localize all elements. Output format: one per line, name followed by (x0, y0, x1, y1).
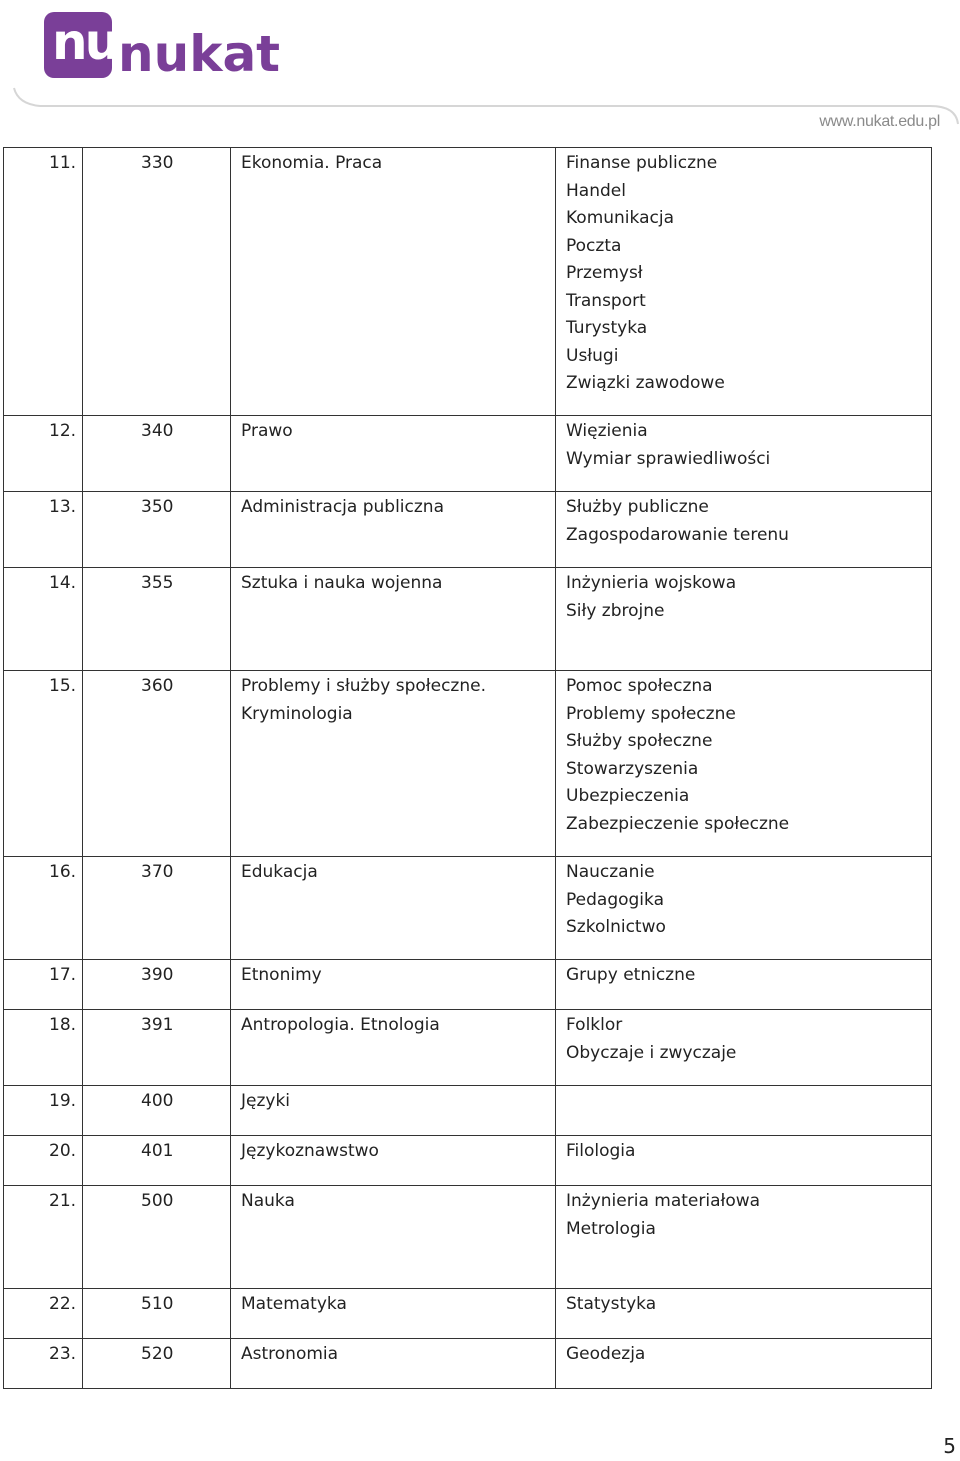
table-row (4, 671, 932, 857)
subject-title-cell (231, 1086, 556, 1136)
related-term: Służby społeczne (566, 731, 713, 751)
related-term: Pomoc społeczna (566, 676, 713, 696)
related-term: Obyczaje i zwyczaje (566, 1042, 737, 1063)
class-code-cell (83, 1289, 231, 1339)
row-number-cell (4, 1010, 83, 1086)
class-code-cell (83, 1136, 231, 1186)
class-code: 340 (141, 421, 174, 441)
subject-title-line: Językoznawstwo (241, 1141, 379, 1161)
related-term: Problemy społeczne (566, 703, 736, 724)
related-term: Filologia (566, 1141, 636, 1161)
subject-title-line: Edukacja (241, 862, 318, 882)
related-terms-cell (556, 1086, 932, 1136)
class-code: 350 (141, 497, 174, 517)
table-row (4, 1136, 932, 1186)
class-code-cell (83, 857, 231, 960)
class-code-cell (83, 960, 231, 1010)
class-code: 360 (141, 676, 174, 696)
related-terms-cell (556, 1289, 932, 1339)
class-code-cell (83, 1010, 231, 1086)
related-term: Stowarzyszenia (566, 758, 699, 779)
row-number: 17. (49, 965, 77, 985)
table-row (4, 492, 932, 568)
row-number: 13. (49, 497, 77, 517)
table-row (4, 568, 932, 671)
row-number: 11. (49, 153, 77, 173)
subject-title-cell (231, 1136, 556, 1186)
row-number: 15. (49, 676, 77, 696)
related-term: Poczta (566, 235, 622, 256)
table-row (4, 857, 932, 960)
class-code: 401 (141, 1141, 174, 1161)
related-terms-cell (556, 1186, 932, 1289)
row-number: 23. (49, 1344, 77, 1364)
row-number-cell (4, 568, 83, 671)
row-number-cell (4, 857, 83, 960)
class-code-cell (83, 148, 231, 416)
subject-title-line: Antropologia. Etnologia (241, 1015, 440, 1035)
subject-title-line: Sztuka i nauka wojenna (241, 573, 443, 593)
logo-mark-text: nu (52, 13, 118, 71)
related-term: Pedagogika (566, 889, 664, 910)
row-number-cell (4, 148, 83, 416)
related-term: Związki zawodowe (566, 373, 725, 393)
class-code-cell (83, 1186, 231, 1289)
related-term: Zabezpieczenie społeczne (566, 813, 790, 834)
class-code-cell (83, 1339, 231, 1389)
subject-title-cell (231, 492, 556, 568)
row-number-cell (4, 1186, 83, 1289)
related-terms-cell (556, 568, 932, 671)
related-term: Grupy etniczne (566, 965, 696, 985)
class-code: 500 (141, 1191, 174, 1211)
row-number-cell (4, 492, 83, 568)
subject-table (3, 147, 932, 1389)
related-term: Inżynieria materiałowa (566, 1191, 761, 1211)
related-terms-cell (556, 416, 932, 492)
subject-title-cell (231, 1010, 556, 1086)
related-terms-cell (556, 1339, 932, 1389)
related-term: Finanse publiczne (566, 153, 718, 173)
class-code: 370 (141, 862, 174, 882)
related-term: Nauczanie (566, 862, 655, 882)
related-term: Wymiar sprawiedliwości (566, 448, 771, 469)
subject-title-line: Problemy i służby społeczne. (241, 676, 486, 696)
page-number: 5 (943, 1434, 956, 1458)
row-number-cell (4, 1289, 83, 1339)
class-code-cell (83, 1086, 231, 1136)
class-code: 520 (141, 1344, 174, 1364)
subject-title-cell (231, 1186, 556, 1289)
subject-title-line: Prawo (241, 421, 293, 441)
related-term: Inżynieria wojskowa (566, 573, 737, 593)
row-number-cell (4, 1136, 83, 1186)
table-row (4, 1086, 932, 1136)
class-code: 400 (141, 1091, 174, 1111)
row-number-cell (4, 1086, 83, 1136)
class-code-cell (83, 671, 231, 857)
table-row (4, 416, 932, 492)
related-term: Turystyka (566, 318, 648, 338)
subject-title-cell (231, 857, 556, 960)
subject-title-line: Matematyka (241, 1294, 347, 1314)
related-term: Handel (566, 180, 626, 201)
table-row (4, 1289, 932, 1339)
class-code-cell (83, 416, 231, 492)
related-term: Usługi (566, 345, 619, 366)
subject-title-line: Kryminologia (241, 703, 353, 724)
row-number: 22. (49, 1294, 77, 1314)
class-code: 330 (141, 153, 174, 173)
subject-title-cell (231, 1289, 556, 1339)
related-term: Więzienia (566, 421, 648, 441)
header-swoosh (0, 0, 960, 140)
class-code: 355 (141, 573, 174, 593)
subject-title-cell (231, 960, 556, 1010)
subject-title-cell (231, 568, 556, 671)
row-number: 19. (49, 1091, 77, 1111)
table-row (4, 148, 932, 416)
related-term: Statystyka (566, 1294, 657, 1314)
class-code-cell (83, 492, 231, 568)
subject-title-line: Nauka (241, 1191, 295, 1211)
table-row (4, 1010, 932, 1086)
related-terms-cell (556, 1136, 932, 1186)
subject-title-line: Ekonomia. Praca (241, 153, 383, 173)
related-term: Metrologia (566, 1218, 656, 1239)
subject-title-line: Etnonimy (241, 965, 322, 985)
related-term: Geodezja (566, 1344, 646, 1364)
row-number: 14. (49, 573, 77, 593)
related-term: Zagospodarowanie terenu (566, 524, 789, 545)
related-terms-cell (556, 671, 932, 857)
row-number: 12. (49, 421, 77, 441)
related-terms-cell (556, 857, 932, 960)
related-term: Folklor (566, 1015, 623, 1035)
subject-title-line: Astronomia (241, 1344, 339, 1364)
subject-title-line: Języki (241, 1091, 291, 1111)
class-code: 390 (141, 965, 174, 985)
row-number: 20. (49, 1141, 77, 1161)
class-code-cell (83, 568, 231, 671)
row-number: 18. (49, 1015, 77, 1035)
related-terms-cell (556, 148, 932, 416)
related-term: Szkolnictwo (566, 917, 666, 937)
related-term: Służby publiczne (566, 497, 709, 517)
row-number-cell (4, 960, 83, 1010)
class-code: 391 (141, 1015, 174, 1035)
class-code: 510 (141, 1294, 174, 1314)
related-terms-cell (556, 492, 932, 568)
row-number: 21. (49, 1191, 77, 1211)
related-term: Siły zbrojne (566, 600, 665, 621)
row-number: 16. (49, 862, 77, 882)
row-number-cell (4, 1339, 83, 1389)
subject-title-cell (231, 148, 556, 416)
row-number-cell (4, 416, 83, 492)
related-terms-cell (556, 960, 932, 1010)
table-row (4, 1186, 932, 1289)
related-term: Transport (566, 290, 646, 311)
related-term: Komunikacja (566, 208, 674, 228)
subject-title-line: Administracja publiczna (241, 497, 444, 517)
subject-table-body (4, 148, 932, 1389)
logo-wordmark: nukat (118, 25, 281, 83)
related-term: Przemysł (566, 263, 643, 283)
website-url: www.nukat.edu.pl (819, 113, 940, 130)
table-row (4, 960, 932, 1010)
related-term: Ubezpieczenia (566, 786, 690, 806)
subject-title-cell (231, 416, 556, 492)
subject-title-cell (231, 671, 556, 857)
related-terms-cell (556, 1010, 932, 1086)
table-row (4, 1339, 932, 1389)
row-number-cell (4, 671, 83, 857)
subject-title-cell (231, 1339, 556, 1389)
